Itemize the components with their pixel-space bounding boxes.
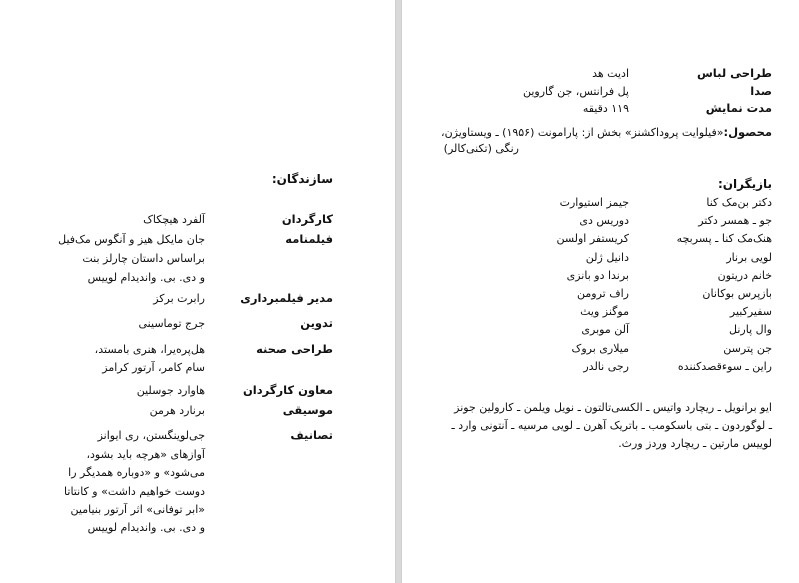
mahsul-line-1 <box>441 125 772 140</box>
left-page <box>0 0 396 583</box>
credit-value: ادیت هد <box>592 67 629 80</box>
cast-heading: بازیگران: <box>717 177 772 191</box>
makers-heading: سازندگان: <box>271 172 333 186</box>
credit-value-line: جان مایکل هیز و آنگوس مک‌فیل <box>58 233 205 246</box>
mahsul-label: محصول: <box>723 125 772 139</box>
credit-label: طراحی لباس <box>696 66 772 80</box>
extras-line: ـ لوگوردون ـ بتی باسکومب ـ باتریک آهرن ـ لویی مرسیه ـ آنتونی وارد ـ <box>451 419 772 432</box>
credit-value-line: دوست خواهیم داشت» و کانتاتا <box>64 485 205 498</box>
cast-actor: جیمز استیوارت <box>559 196 629 209</box>
credit-value-line: آلفرد هیچکاک <box>143 213 205 226</box>
extras-line: ایو برانویل ـ ریچارد واتیس ـ الکسی‌تالتون ـ نویل ویلمن ـ کارولین جونز <box>454 401 772 414</box>
cast-role: خانم دریتون <box>717 268 772 282</box>
cast-actor: دوریس دی <box>579 214 629 228</box>
cast-actor: میلاری بروک <box>571 341 629 355</box>
credit-value-line: «ابر توفانی» اثر آرتور بنیامین <box>70 503 205 516</box>
credit-label: فیلمنامه <box>285 232 333 246</box>
cast-role: هنک‌مک کنا ـ پسربچه <box>676 232 772 246</box>
cast-actor: رجی نالدر <box>583 359 629 373</box>
credit-label: تصانیف <box>290 428 333 442</box>
credit-label: تدوین <box>300 316 333 330</box>
mahsul-line-2: رنگی (تکنی‌کالر) <box>443 142 519 155</box>
right-page <box>401 0 799 583</box>
credit-value-line: برنارد هرمن <box>149 404 205 417</box>
cast-actor: راف ترومن <box>577 287 629 300</box>
credit-value: ۱۱۹ دقیقه <box>582 102 629 115</box>
credit-label: موسیقی <box>282 403 333 417</box>
credit-value-line: براساس داستان چارلز بنت <box>82 252 205 265</box>
cast-role: جو ـ همسر دکتر <box>698 214 772 228</box>
credit-label: طراحی صحنه <box>256 342 333 356</box>
credit-value-line: آوازهای «هرچه باید بشود، <box>86 448 205 461</box>
credit-label: صدا <box>750 84 772 98</box>
cast-actor: آلن موبری <box>581 323 629 337</box>
cast-role: بازپرس بوکانان <box>702 287 772 300</box>
credit-value-line: و دی. بی. واندیدام لوییس <box>87 271 205 284</box>
credit-value: پل فرانتس، جن گاروین <box>522 85 629 98</box>
cast-role: دکتر بن‌مک کنا <box>706 196 772 209</box>
credit-value-line: سام کامر، آرتور کرامز <box>102 361 205 374</box>
credit-label: مدت نمایش <box>705 101 772 115</box>
mahsul-text: «فیلوایت پروداکشنز» بخش از: پارامونت (۱۹۵۶) ـ ویستاویژن، <box>441 126 724 139</box>
cast-role: وال پارنل <box>729 323 772 337</box>
credit-label: معاون کارگردان <box>242 383 333 397</box>
cast-actor: موگنز ویث <box>580 305 629 319</box>
credit-value-line: و دی. بی. واندیدام لوییس <box>87 521 205 534</box>
extras-line: لوییس مارتین ـ ریچارد وردز ورث. <box>618 437 772 450</box>
credit-value-line: رابرت برکز <box>153 292 205 305</box>
cast-actor: برندا دو بانزی <box>566 268 629 282</box>
credit-value-line: جرج توماسینی <box>138 317 205 330</box>
cast-role: جن پترسن <box>723 341 772 355</box>
credit-label: مدیر فیلمبرداری <box>240 291 333 305</box>
cast-role: لویی برنار <box>726 250 772 264</box>
credit-value-line: می‌شود» و «دوباره همدیگر را <box>68 466 205 479</box>
cast-actor: کریستفر اولسن <box>556 232 629 246</box>
credit-label: کارگردان <box>281 212 333 226</box>
credit-value-line: هاوارد جوسلین <box>136 384 205 397</box>
cast-actor: دانیل ژلن <box>585 250 629 264</box>
credit-value-line: جی‌لوینگستن، ری ایوانز <box>97 429 205 442</box>
cast-role: سفیرکبیر <box>729 305 772 319</box>
credit-value-line: هل‌پره‌یرا، هنری بامستد، <box>94 343 205 356</box>
cast-role: راین ـ سوءقصدکننده <box>677 359 772 373</box>
